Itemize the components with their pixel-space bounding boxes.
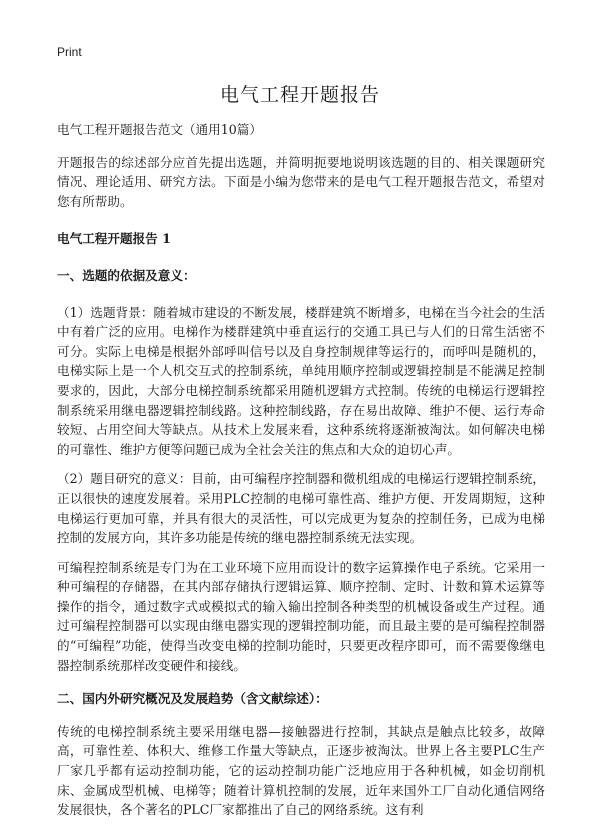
print-link[interactable]: Print [57, 45, 82, 59]
heading-basis-significance: 一、选题的依据及意义： [57, 267, 196, 283]
heading-research-overview: 二、国内外研究概况及发展趋势（含文献综述）： [57, 691, 328, 707]
intro-paragraph: 开题报告的综述部分应首先提出选题，并简明扼要地说明该选题的目的、相关课题研究情况、理论适用、研究方法。下面是小编为您带来的是电气工程开题报告范文，希望对您有所帮助。 [57, 154, 545, 209]
document-body [57, 120, 545, 830]
document-title: 电气工程开题报告 [219, 84, 380, 106]
paragraph-traditional-control: 传统的电梯控制系统主要采用继电器—接触器进行控制，其缺点是触点比较多，故障高，可靠性差、体积大、维修工作量大等缺点，正逐步被淘汰。世界上各主要PLC生产厂家几乎都有运动控制功能，它的运动控制功能广泛地应用于各种机械，如金切削机床、金属成型机械、电梯等；随着计算机控制的发展，近年来国外工厂自动化通信网络发展很快，各个著名的PLC厂家都推出了自己的网络系统。这有利 [57, 723, 545, 818]
section-title: 电气工程开题报告 1 [57, 231, 171, 247]
paragraph-significance: （2）题目研究的意义：目前，由可编程序控制器和微机组成的电梯运行逻辑控制系统，正以很快的速度发展着。采用PLC控制的电梯可靠性高、维护方便、开发周期短，这种电梯运行更加可靠，并具有很大的灵活性，可以完成更为复杂的控制任务，已成为电梯控制的发展方向，其许多功能是传统的继电器控制系统无法实现。 [57, 471, 545, 546]
paragraph-plc-system: 可编程控制系统是专门为在工业环境下应用而设计的数字运算操作电子系统。它采用一种可编程的存储器，在其内部存储执行逻辑运算、顺序控制、定时、计数和算术运算等操作的指令，通过数字式或模拟式的输入输出控制各种类型的机械设备或生产过程。通过可编程控制器可以实现由继电器实现的逻辑控制功能，而且最主要的是可编程控制器的“可编程”功能，使得当改变电梯的控制功能时，只要更改程序即可，而不需要像继电器控制系统那样改变硬件和接线。 [57, 559, 545, 673]
document-subtitle: 电气工程开题报告范文（通用10篇） [57, 122, 262, 137]
paragraph-background: （1）选题背景：随着城市建设的不断发展，楼群建筑不断增多，电梯在当今社会的生活中有着广泛的应用。电梯作为楼群建筑中垂直运行的交通工具已与人们的日常生活密不可分。实际上电梯是根据外部呼叫信号以及自身控制规律等运行的，而呼叫是随机的，电梯实际上是一个人机交互式的控制系统，单纯用顺序控制或逻辑控制是不能满足控制要求的，因此，大部分电梯控制系统都采用随机逻辑方式控制。传统的电梯运行逻辑控制系统采用继电器逻辑控制线路。这种控制线路，存在易出故障、维护不便、运行寿命较短、占用空间大等缺点。从技术上发展来看，这种系统将逐渐被淘汰。如何解决电梯的可靠性、维护方便等问题已成为全社会关注的焦点和大众的迫切心声。 [57, 304, 545, 457]
